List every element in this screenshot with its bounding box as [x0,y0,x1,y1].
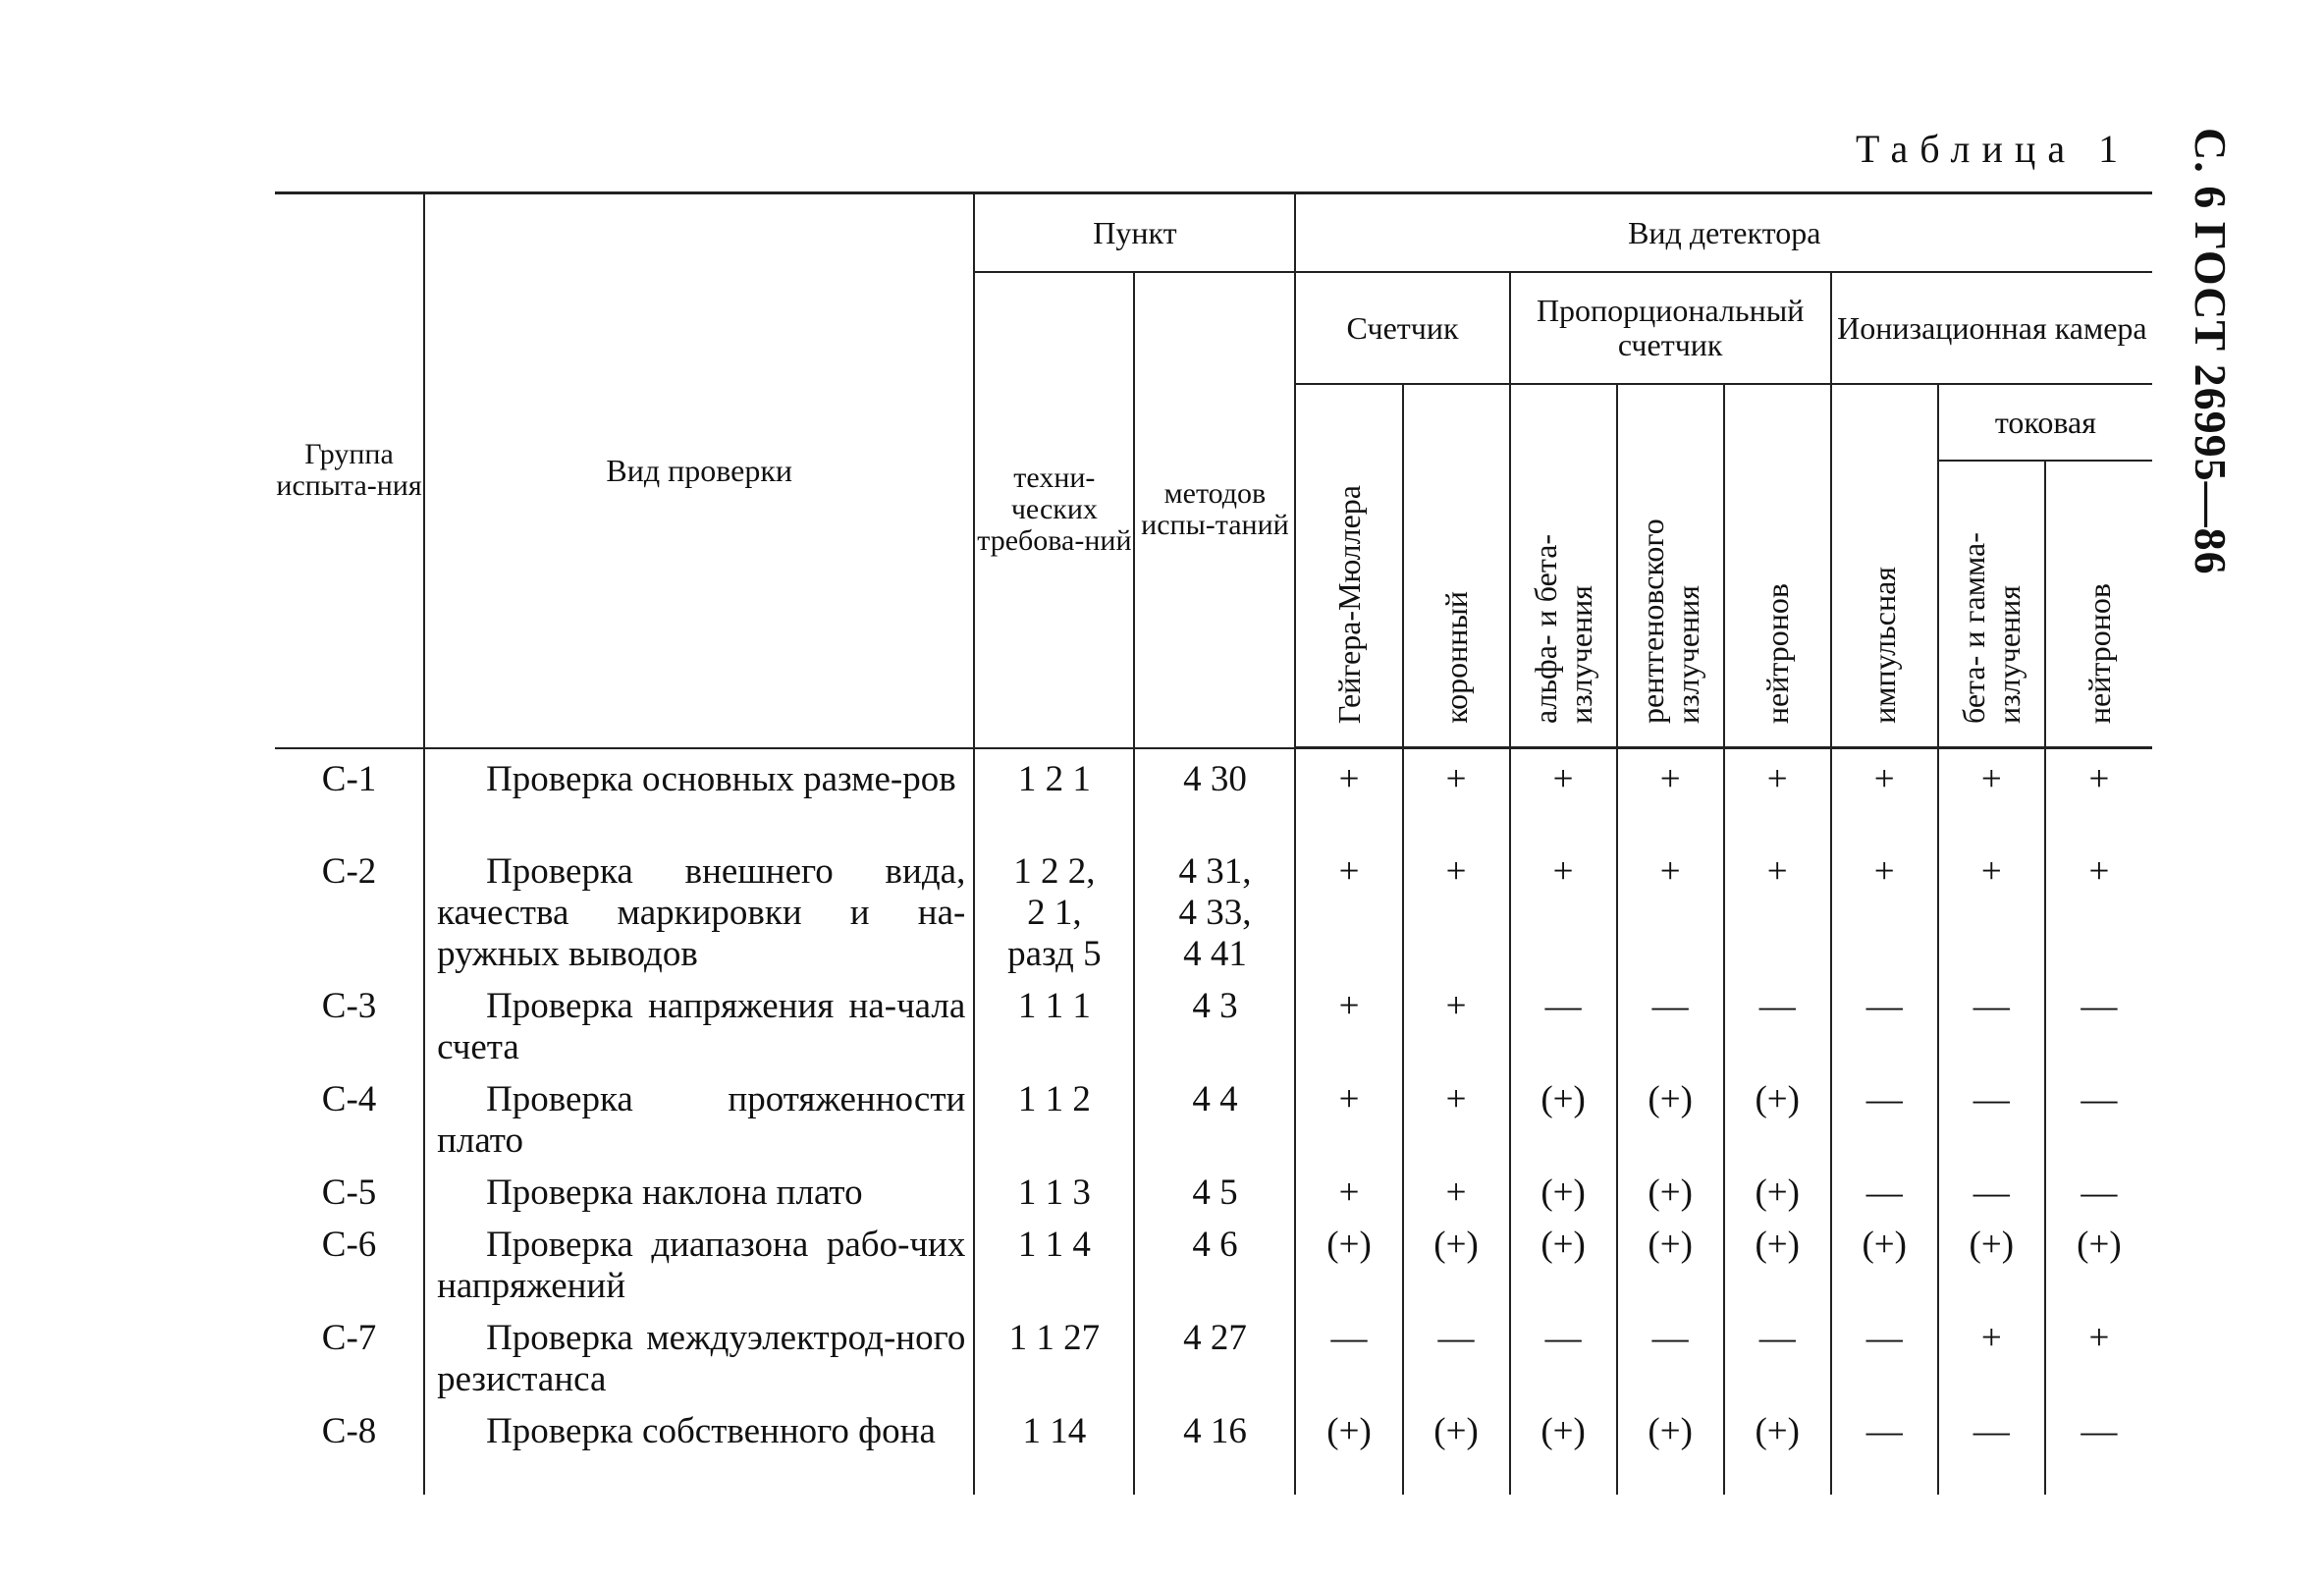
detector-mark-cell: — [1617,1308,1724,1401]
group-cell: С-8 [275,1401,424,1495]
detector-mark-cell: (+) [1403,1215,1510,1308]
check-cell: Проверка собственного фона [424,1401,974,1495]
table-row [275,1215,2152,1308]
header-neutrons-ionization: нейтронов [2045,461,2152,748]
detector-mark-cell: — [2045,1163,2152,1215]
test-method-cell: 4 5 [1134,1163,1295,1215]
table-row [275,748,2152,842]
check-cell: Проверка внешнего вида, качества маркировки и на-ружных выводов [424,842,974,976]
detector-mark-cell: — [1510,976,1617,1069]
header-proportional-counter: Пропорциональный счетчик [1510,272,1831,384]
detector-mark-cell: (+) [1510,1069,1617,1163]
detector-mark-cell: (+) [1724,1069,1831,1163]
header-beta-gamma: бета- и гамма-излучения [1938,461,2045,748]
header-check-type: Вид проверки [424,193,974,748]
detector-mark-cell: (+) [1295,1215,1402,1308]
detector-mark-cell: (+) [1831,1215,1938,1308]
detector-mark-cell: — [1938,976,2045,1069]
detector-mark-cell: — [1724,976,1831,1069]
detector-mark-cell: (+) [2045,1215,2152,1308]
detector-mark-cell: (+) [1617,1401,1724,1495]
tech-req-cell: 1 1 2 [974,1069,1134,1163]
test-method-cell: 4 6 [1134,1215,1295,1308]
detector-mark-cell: (+) [1938,1215,2045,1308]
group-cell: С-7 [275,1308,424,1401]
check-cell: Проверка диапазона рабо-чих напряжений [424,1215,974,1308]
check-cell: Проверка междуэлектрод-ного резистанса [424,1308,974,1401]
check-cell: Проверка наклона плато [424,1163,974,1215]
detector-mark-cell: (+) [1617,1163,1724,1215]
header-alpha-beta: альфа- и бета-излучения [1510,384,1617,748]
test-method-cell: 4 3 [1134,976,1295,1069]
detector-mark-cell: + [1295,1069,1402,1163]
tech-req-cell: 1 1 3 [974,1163,1134,1215]
detector-mark-cell: + [1831,748,1938,842]
group-cell: С-1 [275,748,424,842]
detector-mark-cell: + [1938,842,2045,976]
detector-mark-cell: + [1938,748,2045,842]
detector-mark-cell: — [2045,1401,2152,1495]
detector-mark-cell: — [1831,1163,1938,1215]
detector-mark-cell: + [1295,976,1402,1069]
header-ionization-chamber: Ионизационная камера [1831,272,2152,384]
detector-mark-cell: — [1295,1308,1402,1401]
table-row [275,976,2152,1069]
table-row [275,1308,2152,1401]
group-cell: С-5 [275,1163,424,1215]
detector-mark-cell: (+) [1617,1215,1724,1308]
detector-mark-cell: (+) [1510,1215,1617,1308]
detector-mark-cell: — [1724,1308,1831,1401]
detector-mark-cell: (+) [1724,1163,1831,1215]
header-neutrons-proportional: нейтронов [1724,384,1831,748]
detector-mark-cell: + [1403,976,1510,1069]
group-cell: С-4 [275,1069,424,1163]
detector-mark-cell: — [1831,1401,1938,1495]
tech-req-cell: 1 1 27 [974,1308,1134,1401]
tech-req-cell: 1 1 4 [974,1215,1134,1308]
header-test-group: Группа испыта-ния [275,193,424,748]
detector-mark-cell: — [2045,976,2152,1069]
header-punkt: Пункт [974,193,1295,273]
detector-mark-cell: — [1938,1163,2045,1215]
table-row [275,1069,2152,1163]
header-counter: Счетчик [1295,272,1509,384]
detector-mark-cell: — [2045,1069,2152,1163]
check-cell: Проверка напряжения на-чала счета [424,976,974,1069]
detector-mark-cell: + [2045,748,2152,842]
group-cell: С-3 [275,976,424,1069]
detector-mark-cell: + [1403,842,1510,976]
detector-mark-cell: — [1510,1308,1617,1401]
detector-mark-cell: + [1831,842,1938,976]
detector-mark-cell: — [1831,976,1938,1069]
detector-mark-cell: — [1403,1308,1510,1401]
check-cell: Проверка основных разме-ров [424,748,974,842]
header-geiger-muller: Гейгера-Мюллера [1295,384,1402,748]
detector-mark-cell: (+) [1510,1401,1617,1495]
detector-mark-cell: — [1938,1401,2045,1495]
group-cell: С-2 [275,842,424,976]
test-method-cell: 4 4 [1134,1069,1295,1163]
header-current: токовая [1938,384,2152,461]
tech-req-cell: 1 2 2, 2 1, разд 5 [974,842,1134,976]
detector-mark-cell: + [1295,1163,1402,1215]
document-side-header: С. 6 ГОСТ 26995—86 [2186,128,2236,575]
detector-mark-cell: — [1831,1069,1938,1163]
detector-mark-cell: + [1724,748,1831,842]
table-row [275,1163,2152,1215]
detector-mark-cell: + [1938,1308,2045,1401]
detector-mark-cell: + [1724,842,1831,976]
tech-req-cell: 1 2 1 [974,748,1134,842]
detector-mark-cell: + [1403,1069,1510,1163]
test-groups-table [275,191,2152,1495]
header-detector-type: Вид детектора [1295,193,2152,273]
table-row [275,1401,2152,1495]
table-caption: Таблица 1 [1856,127,2131,171]
tech-req-cell: 1 14 [974,1401,1134,1495]
detector-mark-cell: (+) [1617,1069,1724,1163]
detector-mark-cell: + [2045,1308,2152,1401]
detector-mark-cell: + [1510,842,1617,976]
test-method-cell: 4 16 [1134,1401,1295,1495]
detector-mark-cell: — [1831,1308,1938,1401]
header-corona: коронный [1403,384,1510,748]
group-cell: С-6 [275,1215,424,1308]
header-test-methods: методов испы-таний [1134,272,1295,748]
header-xray: рентгеновского излучения [1617,384,1724,748]
detector-mark-cell: + [1295,842,1402,976]
detector-mark-cell: + [1403,748,1510,842]
header-pulsed: импульсная [1831,384,1938,748]
detector-mark-cell: (+) [1403,1401,1510,1495]
detector-mark-cell: (+) [1724,1215,1831,1308]
detector-mark-cell: (+) [1295,1401,1402,1495]
table-row [275,842,2152,976]
detector-mark-cell: — [1617,976,1724,1069]
detector-mark-cell: + [1295,748,1402,842]
test-method-cell: 4 30 [1134,748,1295,842]
check-cell: Проверка протяженности плато [424,1069,974,1163]
detector-mark-cell: + [2045,842,2152,976]
detector-mark-cell: (+) [1724,1401,1831,1495]
detector-mark-cell: + [1617,748,1724,842]
detector-mark-cell: + [1403,1163,1510,1215]
detector-mark-cell: + [1510,748,1617,842]
detector-mark-cell: (+) [1510,1163,1617,1215]
detector-mark-cell: + [1617,842,1724,976]
header-tech-requirements: техни-ческих требова-ний [974,272,1134,748]
detector-mark-cell: — [1938,1069,2045,1163]
tech-req-cell: 1 1 1 [974,976,1134,1069]
test-method-cell: 4 31, 4 33, 4 41 [1134,842,1295,976]
test-method-cell: 4 27 [1134,1308,1295,1401]
